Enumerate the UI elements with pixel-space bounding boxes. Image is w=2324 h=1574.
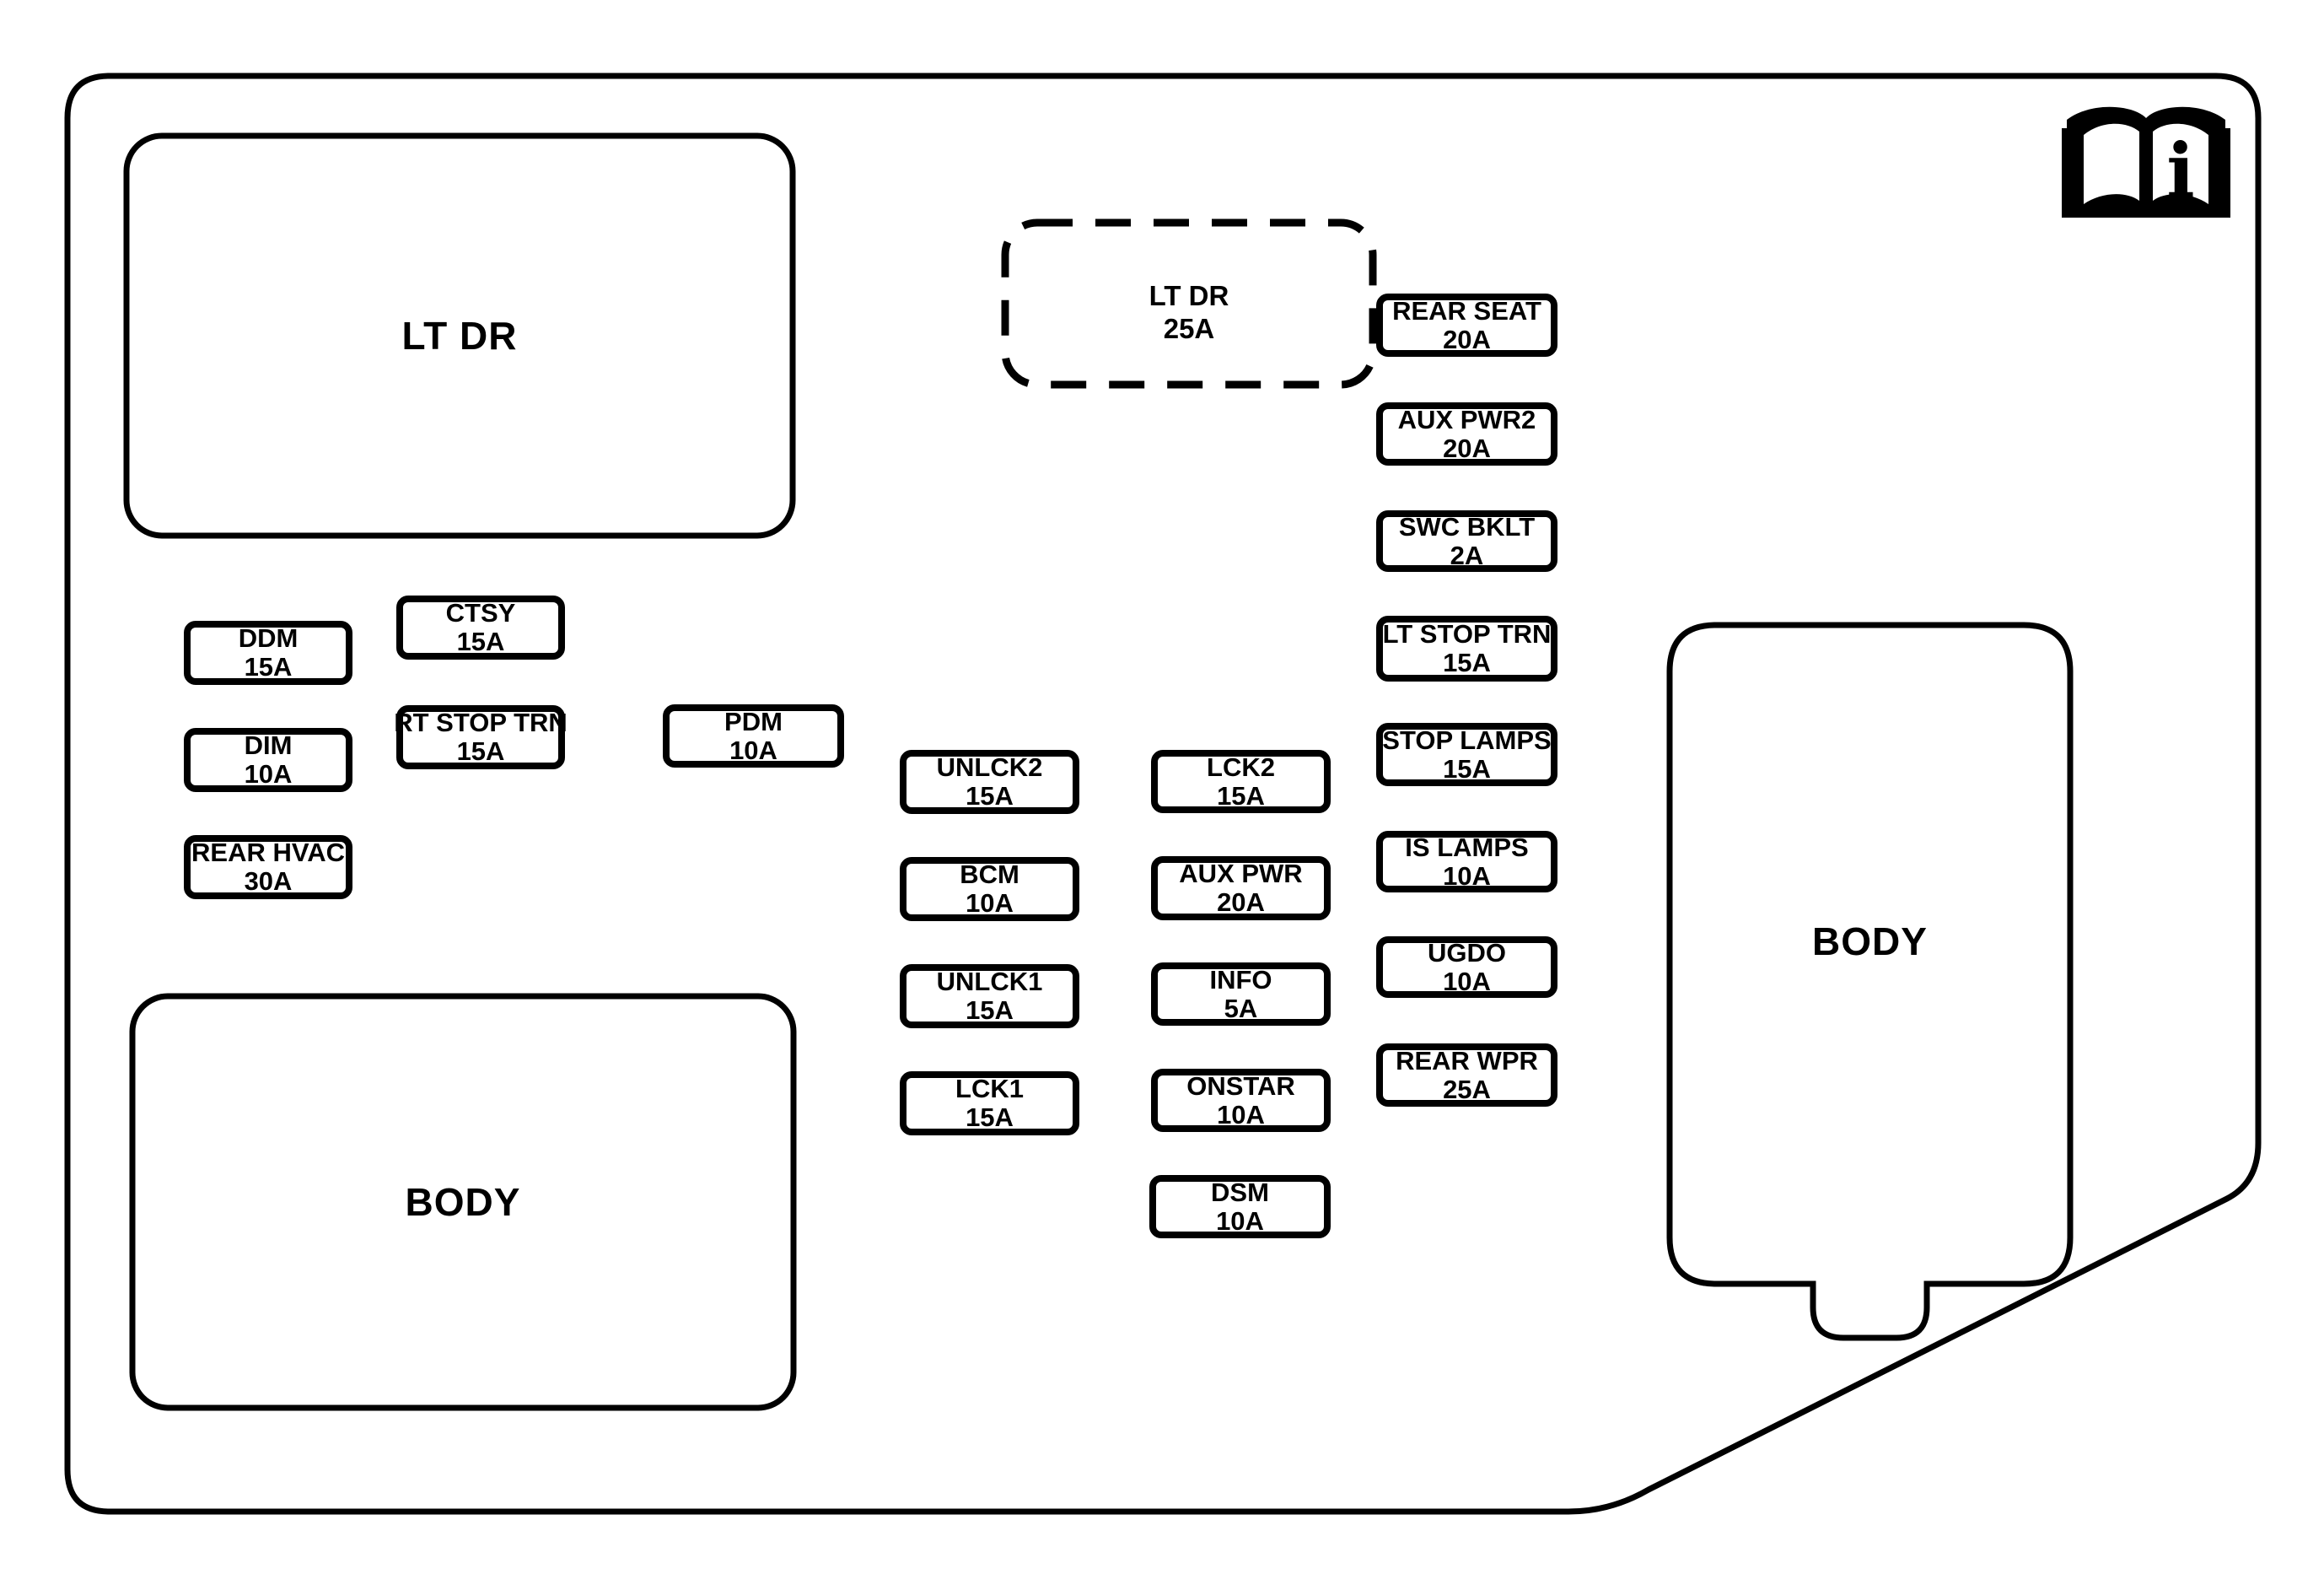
- fuse-is-lamps: [1376, 831, 1557, 892]
- fuse-amp: 15A: [1443, 648, 1491, 677]
- fuse-label: DDM: [238, 623, 299, 653]
- fuse-label: DSM: [1211, 1177, 1269, 1207]
- fuse-rear-wpr: [1376, 1043, 1557, 1107]
- fuse-amp: 15A: [1443, 753, 1491, 784]
- fuse-label: LCK1: [955, 1074, 1024, 1103]
- fuse-label: REAR WPR: [1396, 1045, 1538, 1075]
- fuse-lt-stop-trn: [1376, 616, 1557, 682]
- fuse-label: CTSY: [445, 598, 516, 628]
- fuse-label: REAR HVAC: [191, 838, 345, 867]
- fuse-label: UGDO: [1428, 937, 1506, 968]
- fuse-ugdo: [1376, 936, 1557, 998]
- fuse-dim: [184, 728, 352, 792]
- fuse-aux-pwr2: [1376, 402, 1557, 466]
- body-right-module-outline: [1670, 625, 2070, 1338]
- fuse-amp: 15A: [244, 652, 293, 682]
- fuse-rear-hvac: [184, 835, 352, 899]
- fuse-label: STOP LAMPS: [1382, 725, 1552, 755]
- fuse-amp: 30A: [244, 866, 293, 896]
- fuse-amp: 15A: [966, 1102, 1014, 1132]
- fuse-label: IS LAMPS: [1405, 832, 1529, 862]
- body-right-module-text: BODY: [1812, 919, 1928, 963]
- lt-dr-fuse-dashed-outline: [1005, 223, 1373, 385]
- fuse-onstar: [1151, 1069, 1331, 1132]
- fuse-amp: 20A: [1443, 324, 1491, 354]
- fuse-amp: 10A: [1443, 860, 1491, 891]
- fuse-swc-bklt: [1376, 510, 1557, 572]
- fuse-label: AUX PWR2: [1397, 404, 1536, 434]
- fuse-stop-lamps: [1376, 723, 1557, 786]
- fuse-label: SWC BKLT: [1398, 511, 1536, 542]
- fuse-amp: 25A: [1163, 313, 1215, 344]
- fuse-label: LT DR: [1149, 280, 1229, 311]
- body-bottom-module-text: BODY: [405, 1180, 521, 1224]
- fuse-amp: 20A: [1443, 433, 1491, 463]
- fuse-label: INFO: [1209, 964, 1272, 995]
- fuse-label: RT STOP TRN: [394, 708, 568, 737]
- fuse-amp: 15A: [456, 627, 505, 656]
- fuse-amp: 2A: [1450, 540, 1484, 570]
- fuse-aux-pwr: [1151, 856, 1331, 920]
- fuse-label: REAR SEAT: [1392, 295, 1541, 326]
- fuse-amp: 5A: [1224, 993, 1258, 1023]
- fuse-unlck1: [900, 964, 1079, 1028]
- fuse-label: BCM: [960, 860, 1019, 889]
- body-bottom-module-outline: [132, 996, 793, 1408]
- fuse-amp: 15A: [966, 781, 1014, 811]
- fuse-rear-seat: [1376, 294, 1557, 357]
- fuse-label: DIM: [244, 730, 293, 760]
- fuse-amp: 20A: [1217, 887, 1265, 917]
- fuse-rt-stop-trn: [394, 705, 568, 769]
- fuse-amp: 10A: [1217, 1099, 1265, 1129]
- fuse-label: ONSTAR: [1186, 1070, 1295, 1101]
- fuse-amp: 10A: [1216, 1205, 1264, 1236]
- fuse-label: LT STOP TRN: [1382, 619, 1552, 649]
- fuse-amp: 10A: [966, 888, 1014, 918]
- fuse-label: AUX PWR: [1179, 859, 1303, 888]
- fuse-ctsy: [396, 596, 565, 660]
- fuse-label: PDM: [724, 706, 783, 736]
- fuse-label: UNLCK2: [936, 752, 1043, 782]
- lt-dr-module-outline: [126, 136, 793, 536]
- fuse-info: [1151, 962, 1331, 1026]
- fuse-lck2: [1151, 750, 1331, 813]
- fuse-pdm: [663, 704, 844, 768]
- fuse-unlck2: [900, 750, 1079, 814]
- fuse-ddm: [184, 621, 352, 685]
- fuse-amp: 10A: [729, 735, 777, 765]
- fuse-amp: 25A: [1443, 1074, 1491, 1104]
- fuse-label: LCK2: [1207, 752, 1275, 782]
- fuse-amp: 15A: [456, 736, 505, 766]
- fuse-bcm: [900, 857, 1079, 921]
- fuse-label: UNLCK1: [936, 967, 1043, 996]
- fuse-amp: 15A: [1217, 780, 1265, 811]
- manual-book-icon: [2062, 107, 2230, 218]
- fuse-amp: 10A: [1443, 966, 1491, 996]
- fuse-dsm: [1149, 1175, 1331, 1238]
- fuse-amp: 10A: [244, 759, 293, 789]
- fuse-amp: 15A: [966, 995, 1014, 1025]
- lt-dr-module-text: LT DR: [401, 314, 518, 358]
- fuse-lck1: [900, 1071, 1079, 1135]
- info-icon-glyph: i: [2166, 127, 2195, 214]
